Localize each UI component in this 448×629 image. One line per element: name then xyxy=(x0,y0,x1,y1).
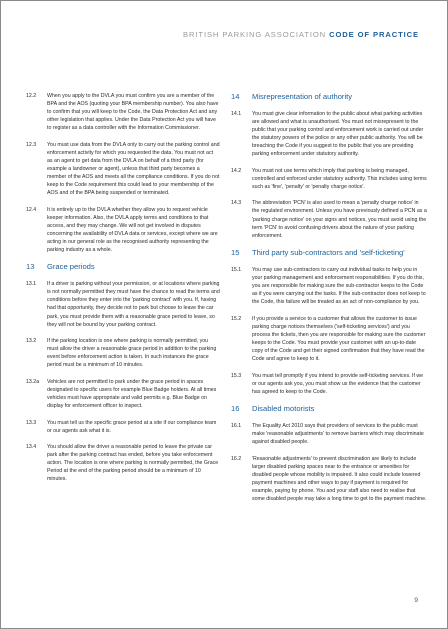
section-number: 13 xyxy=(26,262,35,272)
paragraph-13-2 xyxy=(26,337,220,369)
section-heading-14 xyxy=(231,92,427,102)
paragraph-number: 15.2 xyxy=(231,315,242,322)
paragraph-text: 'Reasonable adjustments' to prevent discrimination are likely to include larger disabled parking spaces near to the entrance or amenities for disabled people whose mobility is impaired. It also could include lowered payment machines and other ways to pay if payment is required for example, paying by phone. You and your staff also need to realise that some disabled people may take a long time to get to the payment machine. xyxy=(252,455,427,503)
left-column xyxy=(26,92,220,492)
section-title: Disabled motorists xyxy=(252,404,315,414)
paragraph-text: When you apply to the DVLA you must confirm you are a member of the BPA and the AOS (quoting your BPA membership number). You also have to confirm that you will keep to the Code, the Data Protection Act and any other legislation that applies. Under the Data Protection Act you will have to register as a data controller with the Information Commissioner. xyxy=(47,93,219,132)
paragraph-text: If you provide a service to a customer that allows the customer to issue parking charge notices themselves ('self-ticketing services') and you process the tickets, then you are responsible for making sure the customer keeps to the Code. You must provide your customer with an up-to-date copy of the Code and get their signed confirmation that they have read the Code and agree to keep to it. xyxy=(252,315,426,363)
paragraph-text: If a driver is parking without your permission, or at locations where parking is not normally permitted they must have the chance to read the terms and conditions before they enter into the 'parking contract' with you. If, having had that opportunity, they decide not to park but choose to leave the car park, you must provide them with a reasonable grace period to leave, so they will not be bound by your parking contract. xyxy=(47,281,220,328)
paragraph-text: You must use data from the DVLA only to carry out the parking control and enforcement activity for which you requested the data. You must not act as an agent to get data from the DVLA on behalf of a third party (for example a landowner or agent), unless that third party becomes a member of the AOS and meets all the compliance conditions. If you do not keep to the Code requirement this could lead to your membership of the AOS and of the BPA being suspended or terminated. xyxy=(47,141,220,197)
paragraph-16-2 xyxy=(231,455,427,503)
section-heading-13 xyxy=(26,262,220,272)
running-header xyxy=(183,30,419,39)
paragraph-text: You must give clear information to the public about what parking activities are allowed and what is unauthorised. You must not misrepresent to the public that your parking control and enforcement work is carried out under the statutory powers of the police or any other public authority. You will be breaching the Code if you suggest to the public that you are providing parking enforcement under statutory authority. xyxy=(252,111,424,158)
section-number: 14 xyxy=(231,92,240,101)
paragraph-number: 14.2 xyxy=(231,167,242,174)
paragraph-number: 12.2 xyxy=(26,93,37,99)
document-title: CODE OF PRACTICE xyxy=(329,30,419,39)
paragraph-12-3 xyxy=(26,141,220,197)
paragraph-13-4 xyxy=(26,443,220,483)
paragraph-number: 13.4 xyxy=(26,444,37,451)
paragraph-text: You may use sub-contractors to carry out individual tasks to help you in your parking management and enforcement responsibilities. If you do this, you are responsible for making sure the sub-contractor keeps to the Code as if you were carrying out the tasks. If the sub-contractor does not keep to the Code, this failure will be treated as an act of non-compliance by you. xyxy=(252,267,426,306)
paragraph-number: 14.3 xyxy=(231,200,242,207)
section-heading-15 xyxy=(231,248,427,258)
organization-name: BRITISH PARKING ASSOCIATION xyxy=(183,30,327,39)
page-number: 9 xyxy=(414,597,418,604)
paragraph-number: 13.2 xyxy=(26,338,37,345)
paragraph-14-1 xyxy=(231,110,427,158)
section-title: Grace periods xyxy=(47,262,95,272)
paragraph-13-1 xyxy=(26,280,220,328)
paragraph-15-2 xyxy=(231,315,427,363)
section-heading-16 xyxy=(231,404,427,414)
paragraph-text: The abbreviation 'PCN' is also used to mean a 'penalty charge notice' in the regulated environment. Unless you have previously defined a PCN as a 'parking charge notice' on your signs and notices, you must avoid using the term 'PCN' to avoid confusing drivers about the nature of your parking enforcement. xyxy=(252,200,427,239)
paragraph-text: It is entirely up to the DVLA whether they allow you to request vehicle keeper information. Also, the DVLA apply terms and conditions to that access, and they may change. We will not get involved in disputes concerning the availability of DVLA data or services, except where we are acting in our general role as the recognised authority representing the parking industry as a whole. xyxy=(47,206,218,253)
paragraph-number: 15.3 xyxy=(231,372,242,379)
paragraph-text: The Equality Act 2010 says that providers of services to the public must make 'reasonable adjustments' to remove barriers which may discriminate against disabled people. xyxy=(252,423,424,446)
paragraph-number: 15.1 xyxy=(231,267,242,274)
paragraph-number: 16.1 xyxy=(231,423,242,430)
section-number: 15 xyxy=(231,248,240,258)
paragraph-number: 13.3 xyxy=(26,419,37,426)
section-title: Misrepresentation of authority xyxy=(252,92,353,101)
paragraph-text: You must tell promptly if you intend to provide self-ticketing services. If we or our agents ask you, you must show us the evidence that the customer has agreed to keep to the Code. xyxy=(252,372,424,395)
section-number: 16 xyxy=(231,404,240,414)
paragraph-text: You must tell us the specific grace period at a site if our compliance team or our agents ask what it is. xyxy=(47,419,217,434)
paragraph-number: 12.4 xyxy=(26,206,37,213)
paragraph-14-2 xyxy=(231,167,427,191)
paragraph-number: 12.3 xyxy=(26,141,37,148)
paragraph-number: 13.1 xyxy=(26,281,37,288)
paragraph-16-1 xyxy=(231,422,427,446)
paragraph-15-1 xyxy=(231,266,427,306)
paragraph-number: 14.1 xyxy=(231,111,242,117)
paragraph-14-3 xyxy=(231,199,427,239)
paragraph-text: You should allow the driver a reasonable period to leave the private car park after the parking contract has ended, before you take enforcement action. The location is one where parking is normally permitted, the Grace Period at the end of the parking period should be a minimum of 10 minutes. xyxy=(47,444,219,483)
paragraph-12-2 xyxy=(26,92,220,132)
paragraph-text: You must not use terms which imply that parking is being managed, controlled and enforced under statutory authority. This includes using terms such as 'fine', 'penalty' or 'penalty charge notice'. xyxy=(252,167,427,190)
paragraph-12-4 xyxy=(26,206,220,254)
paragraph-text: If the parking location is one where parking is normally permitted, you must allow the driver a reasonable grace period in addition to the parking event before enforcement action is taken. In such instances the grace period must be a minimum of 10 minutes. xyxy=(47,338,217,369)
paragraph-number: 13.2a xyxy=(26,378,40,385)
paragraph-15-3 xyxy=(231,372,427,396)
paragraph-13-3 xyxy=(26,419,220,435)
paragraph-13-2a xyxy=(26,378,220,410)
paragraph-text: Vehicles are not permitted to park under the grace period in spaces designated to specific users for example Blue Badge holders. At all times vehicles must have appropriate and valid permits e.g. Blue Badge on display for enforcement officer to inspect. xyxy=(47,378,217,409)
right-column xyxy=(231,92,427,512)
section-title: Third party sub-contractors and 'self-ticketing' xyxy=(252,248,405,258)
paragraph-number: 16.2 xyxy=(231,455,242,462)
